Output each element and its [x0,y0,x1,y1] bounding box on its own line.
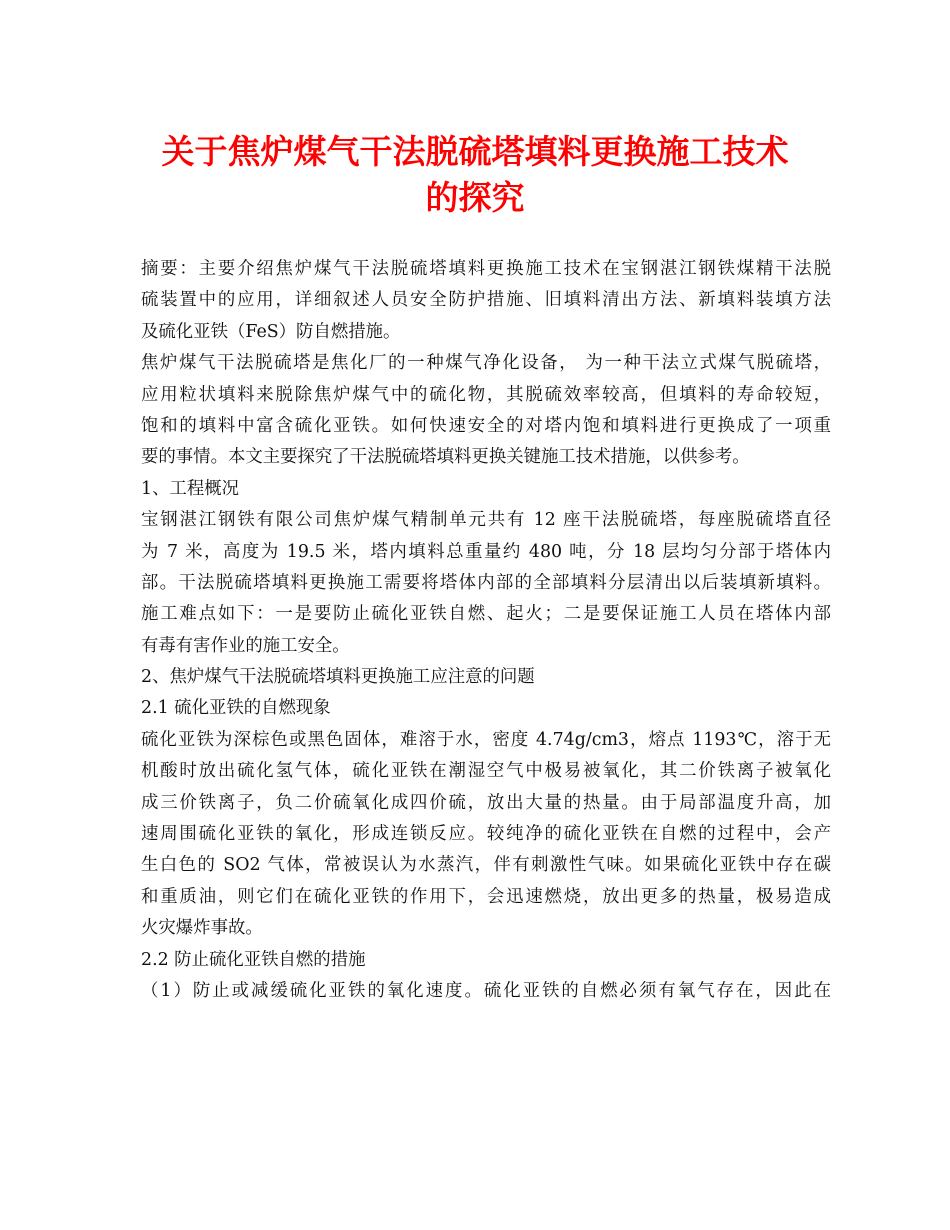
text-line: 硫装置中的应用，详细叙述人员安全防护措施、旧填料清出方法、新填料装填方法 [141,290,831,311]
text-line: 2、焦炉煤气干法脱硫塔填料更换施工应注意的问题 [141,667,535,688]
text-line: 施工难点如下：一是要防止硫化亚铁自燃、起火；二是要保证施工人员在塔体内部 [141,604,831,625]
text-line: 速周围硫化亚铁的氧化，形成连锁反应。较纯净的硫化亚铁在自燃的过程中，会产 [141,824,831,845]
document-title-line-1: 关于焦炉煤气干法脱硫塔填料更换施工技术 [161,132,789,171]
text-line: 和重质油，则它们在硫化亚铁的作用下，会迅速燃烧，放出更多的热量，极易造成 [141,886,831,907]
text-line: 焦炉煤气干法脱硫塔是焦化厂的一种煤气净化设备， 为一种干法立式煤气脱硫塔， [141,353,831,374]
text-line: 2.1 硫化亚铁的自燃现象 [141,698,331,719]
text-line: 生白色的 SO2 气体，常被误认为水蒸汽，伴有刺激性气味。如果硫化亚铁中存在碳 [141,855,831,876]
text-line: 2.2 防止硫化亚铁自燃的措施 [141,949,366,970]
text-line: 火灾爆炸事故。 [141,918,263,939]
text-line: （1）防止或减缓硫化亚铁的氧化速度。硫化亚铁的自燃必须有氧气存在，因此在 [141,980,831,1001]
document-title-line-2: 的探究 [425,178,525,217]
text-line: 有毒有害作业的施工安全。 [141,635,350,656]
text-line: 要的事情。本文主要探究了干法脱硫塔填料更换关键施工技术措施，以供参考。 [141,447,750,468]
text-line: 应用粒状填料来脱除焦炉煤气中的硫化物，其脱硫效率较高，但填料的寿命较短， [141,384,831,405]
text-line: 部。干法脱硫塔填料更换施工需要将塔体内部的全部填料分层清出以后装填新填料。 [141,572,831,593]
text-line: 硫化亚铁为深棕色或黑色固体，难溶于水，密度 4.74g/cm3，熔点 1193℃，溶于无 [141,729,831,750]
text-line: 摘要：主要介绍焦炉煤气干法脱硫塔填料更换施工技术在宝钢湛江钢铁煤精干法脱 [141,259,831,279]
text-line: 机酸时放出硫化氢气体，硫化亚铁在潮湿空气中极易被氧化，其二价铁离子被氧化 [141,761,831,782]
text-line: 及硫化亚铁（FeS）防自燃措施。 [141,321,401,342]
text-line: 成三价铁离子，负二价硫氧化成四价硫，放出大量的热量。由于局部温度升高，加 [141,792,831,813]
text-line: 1、工程概况 [141,478,240,499]
text-line: 饱和的填料中富含硫化亚铁。如何快速安全的对塔内饱和填料进行更换成了一项重 [141,415,831,436]
text-line: 为 7 米，高度为 19.5 米，塔内填料总重量约 480 吨，分 18 层均匀分部于塔体内 [141,541,831,562]
text-line: 宝钢湛江钢铁有限公司焦炉煤气精制单元共有 12 座干法脱硫塔，每座脱硫塔直径 [141,510,831,531]
document-body [141,254,831,1007]
